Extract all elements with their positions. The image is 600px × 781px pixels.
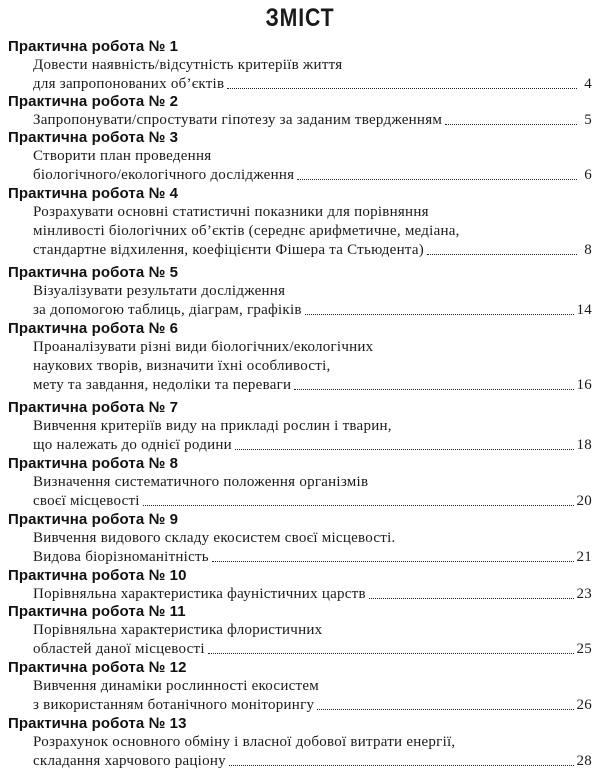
toc-entry-line: [33, 528, 592, 548]
page-number: 21: [576, 549, 592, 565]
toc-entry-line: [33, 55, 592, 75]
toc-entry-heading: Практична робота № 6: [8, 320, 179, 337]
page-number: 5: [584, 112, 592, 128]
toc-entry-heading: Практична робота № 1: [8, 38, 179, 55]
page-number: 14: [576, 302, 592, 318]
toc-entry-text: Вивчення видового складу екосистем своєї місцевості.: [33, 530, 396, 546]
toc-entry-line: [33, 146, 592, 166]
toc-entry-text: Розрахувати основні статистичні показники для порівняння: [33, 204, 429, 220]
toc-entry-heading: Практична робота № 11: [8, 603, 186, 620]
toc-entry-text: Проаналізувати різні види біологічних/екологічних: [33, 339, 374, 355]
dot-leader: [369, 584, 574, 599]
toc-entry-heading: Практична робота № 2: [8, 93, 179, 110]
toc-entry-text: мету та завдання, недоліки та переваги: [33, 377, 292, 393]
toc-entry-heading: Практична робота № 3: [8, 129, 179, 146]
toc-entry-line: [33, 695, 592, 715]
page-number: 25: [576, 641, 592, 657]
toc-entry-line: [33, 240, 592, 260]
dot-leader: [445, 110, 577, 125]
toc-entry-text: Довести наявність/відсутність критеріїв життя: [33, 57, 343, 73]
toc-entry-text: Запропонувати/спростувати гіпотезу за заданим твердженням: [33, 112, 443, 128]
toc-entry-text: Вивчення критеріїв виду на прикладі рослин і тварин,: [33, 418, 392, 434]
toc-entry-text: Визначення систематичного положення організмів: [33, 474, 369, 490]
toc-entry-text: Порівняльна характеристика фауністичних царств: [33, 586, 366, 602]
toc-entry-line: [33, 110, 592, 130]
toc-entry-line: [33, 732, 592, 752]
toc-entry-heading: Практична робота № 7: [8, 399, 179, 416]
toc-entry-text: Порівняльна характеристика флористичних: [33, 622, 323, 638]
toc-entry-heading: Практична робота № 8: [8, 455, 179, 472]
page-number: 26: [576, 697, 592, 713]
page-number: 4: [584, 76, 592, 92]
page-number: 20: [576, 493, 592, 509]
page-number: 23: [576, 586, 592, 602]
toc-entry-line: [33, 435, 592, 455]
dot-leader: [212, 547, 574, 562]
dot-leader: [235, 435, 574, 450]
toc-entry-line: [33, 202, 592, 222]
dot-leader: [229, 751, 574, 766]
toc-entry-line: [33, 491, 592, 511]
page-number: 8: [584, 242, 592, 258]
dot-leader: [305, 300, 574, 315]
page-number: 28: [576, 753, 592, 769]
toc-entry-text: стандартне відхилення, коефіцієнти Фішера та Стьюдента): [33, 242, 424, 258]
toc-entry-text: наукових творів, визначити їхні особливості,: [33, 358, 331, 374]
dot-leader: [297, 165, 577, 180]
page-number: 16: [576, 377, 592, 393]
toc-entry-line: [33, 165, 592, 185]
dot-leader: [143, 491, 574, 506]
toc-entry-text: Видова біорізноманітність: [33, 549, 209, 565]
toc-entry-text: що належать до однієї родини: [33, 437, 232, 453]
toc-entry-line: [33, 751, 592, 771]
toc-entry-text: Створити план проведення: [33, 148, 212, 164]
toc-entry-heading: Практична робота № 9: [8, 511, 179, 528]
toc-entry-text: з використанням ботанічного моніторингу: [33, 697, 315, 713]
toc-entry-text: областей даної місцевості: [33, 641, 205, 657]
toc-entry-line: [33, 676, 592, 696]
toc-entry-line: [33, 300, 592, 320]
page-title: ЗМІСТ: [265, 4, 335, 32]
toc-entry-line: [33, 74, 592, 94]
dot-leader: [317, 695, 573, 710]
toc-entry-heading: Практична робота № 10: [8, 567, 187, 584]
page-number: 6: [584, 167, 592, 183]
toc-entry-text: для запропонованих об’єктів: [33, 76, 225, 92]
toc-entry-line: [33, 472, 592, 492]
page-number: 18: [576, 437, 592, 453]
toc-entry-heading: Практична робота № 4: [8, 185, 179, 202]
dot-leader: [227, 74, 577, 89]
toc-entry-heading: Практична робота № 13: [8, 715, 187, 732]
dot-leader: [294, 375, 573, 390]
toc-entry-text: Візуалізувати результати дослідження: [33, 283, 286, 299]
toc-entry-line: [33, 584, 592, 604]
dot-leader: [427, 240, 577, 255]
toc-entry-text: Розрахунок основного обміну і власної добової витрати енергії,: [33, 734, 456, 750]
toc-entry-line: [33, 337, 592, 357]
toc-entry-line: [33, 416, 592, 436]
toc-entry-heading: Практична робота № 5: [8, 264, 179, 281]
toc-entry-line: [33, 356, 592, 376]
toc-entry-line: [33, 375, 592, 395]
toc-entry-line: [33, 639, 592, 659]
toc-entry-line: [33, 221, 592, 241]
toc-entry-text: мінливості біологічних об’єктів (середнє арифметичне, медіана,: [33, 223, 460, 239]
toc-entry-heading: Практична робота № 12: [8, 659, 187, 676]
toc-entry-line: [33, 281, 592, 301]
toc-entry-text: Вивчення динаміки рослинності екосистем: [33, 678, 319, 694]
dot-leader: [208, 639, 574, 654]
toc-entry-text: біологічного/екологічного дослідження: [33, 167, 295, 183]
toc-entry-line: [33, 547, 592, 567]
toc-entry-text: своєї місцевості: [33, 493, 140, 509]
toc-entry-text: складання харчового раціону: [33, 753, 226, 769]
toc-entry-text: за допомогою таблиць, діаграм, графіків: [33, 302, 302, 318]
toc-entry-line: [33, 620, 592, 640]
